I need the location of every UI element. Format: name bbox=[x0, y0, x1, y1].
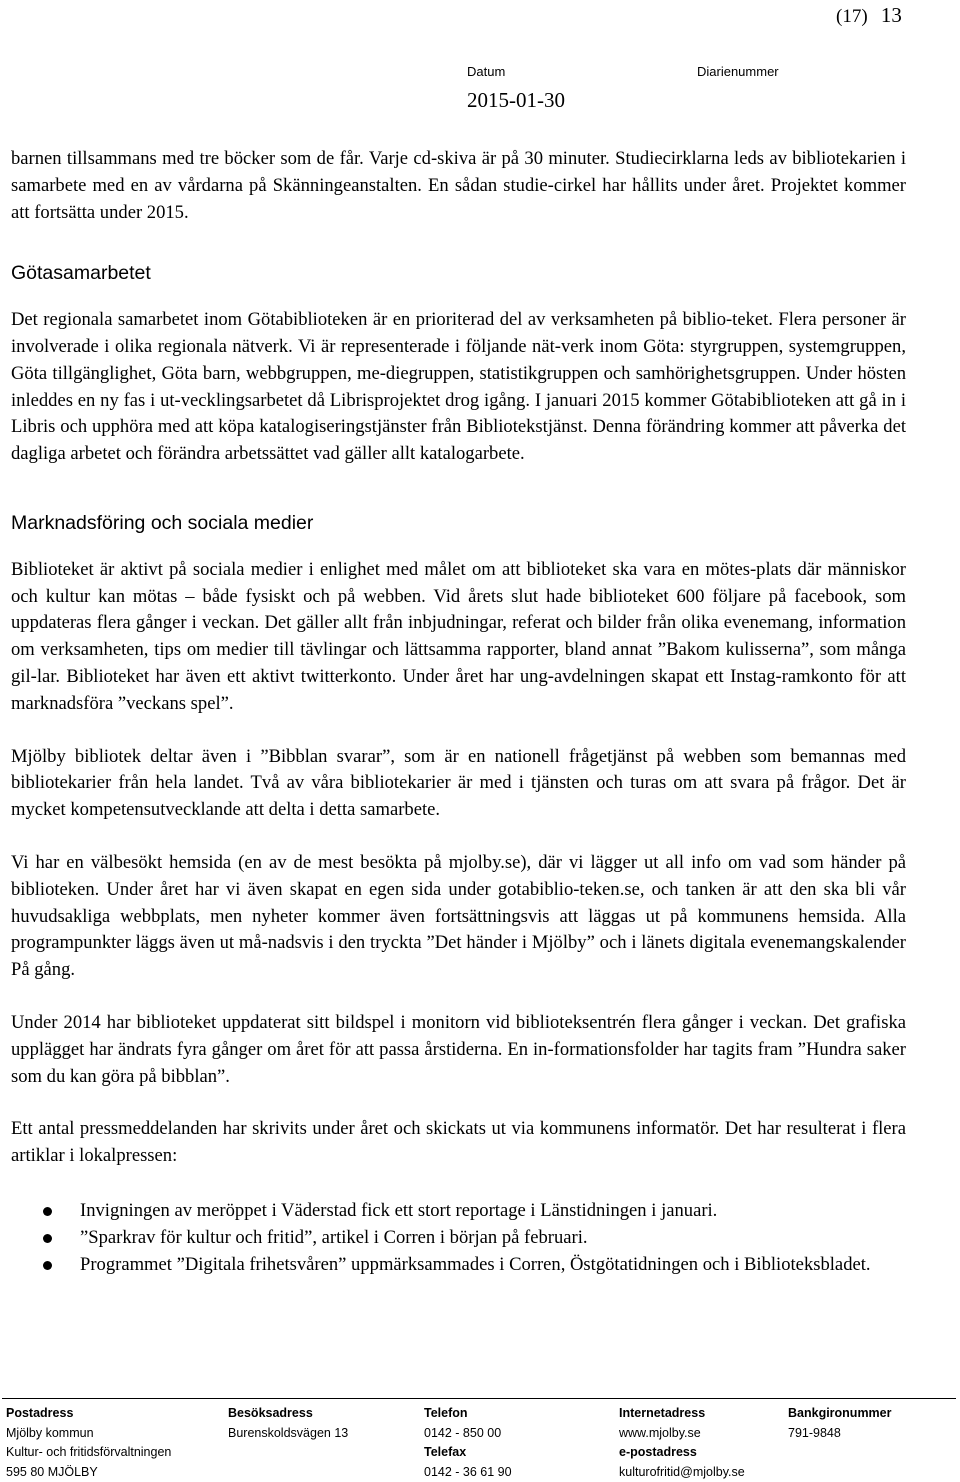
besoksadress-line1: Burenskoldsvägen 13 bbox=[228, 1424, 348, 1444]
email-label: e-postadress bbox=[619, 1443, 745, 1463]
bullet-icon bbox=[43, 1234, 52, 1243]
footer-postadress bbox=[6, 1404, 171, 1482]
list-item-text: ”Sparkrav för kultur och fritid”, artikel i Corren i början på februari. bbox=[80, 1227, 588, 1248]
footer-divider bbox=[2, 1398, 956, 1399]
telefon-label: Telefon bbox=[424, 1404, 512, 1424]
website-link[interactable]: www.mjolby.se bbox=[619, 1424, 745, 1444]
email-link[interactable]: kulturofritid@mjolby.se bbox=[619, 1463, 745, 1482]
marketing-paragraph-4: Under 2014 har biblioteket uppdaterat sitt bildspel i monitorn vid biblioteksentrén flera gånger i veckan. Det grafiska upplägget har ändrats fyra gånger om året för att passa årstiderna. En in-formationsfolder har tagits fram ”Hundra saker som du kan göra på bibblan”. bbox=[11, 1010, 906, 1090]
gotasamarbetet-paragraph: Det regionala samarbetet inom Götabiblioteken är en prioriterad del av verksamheten på biblio-teket. Flera personer är involverade i olika regionala nätverk. Vi är representerade i följande nät-verk inom Göta: styrgruppen, systemgruppen, Göta tillgänglighet, Göta barn, webbgruppen, me-diegruppen, statistikgruppen och samhörighetsgruppen. Under hösten inleddes en ny fas i ut-vecklingsarbetet då Librisprojektet drog igång. I januari 2015 kommer Götabiblioteken att gå in i Libris och upphöra med att köpa katalogiseringstjänster från Bibliotekstjänst. Denna förändring kommer att påverka det dagliga arbetet och förändra arbetssättet vad gäller allt katalogarbete. bbox=[11, 307, 906, 468]
telefax-value: 0142 - 36 61 90 bbox=[424, 1463, 512, 1482]
list-item bbox=[11, 1198, 906, 1225]
page-number bbox=[836, 3, 902, 28]
marketing-paragraph-5: Ett antal pressmeddelanden har skrivits under året och skickats ut via kommunens informatör. Det har resulterat i flera artiklar i lokalpressen: bbox=[11, 1116, 906, 1170]
list-item-text: Invigningen av meröppet i Väderstad fick ett stort reportage i Länstidningen i januari. bbox=[80, 1200, 717, 1221]
diary-number-label: Diarienummer bbox=[697, 64, 779, 79]
footer-bankgiro bbox=[788, 1404, 892, 1443]
document-date: 2015-01-30 bbox=[467, 88, 565, 113]
footer-telefon bbox=[424, 1404, 512, 1482]
list-item bbox=[11, 1225, 906, 1252]
section-heading-marknadsforing: Marknadsföring och sociala medier bbox=[11, 510, 906, 537]
intro-paragraph: barnen tillsammans med tre böcker som de får. Varje cd-skiva är på 30 minuter. Studiecirklarna leds av bibliotekarien i samarbete med en av vårdarna på Skänningeanstalten. En sådan studie-cirkel har hållits under året. Projektet kommer att fortsätta under 2015. bbox=[11, 146, 906, 226]
marketing-paragraph-3: Vi har en välbesökt hemsida (en av de mest besökta på mjolby.se), där vi lägger ut all info om vad som händer på biblioteken. Under året har vi även skapat en egen sida under gotabiblio-teken.se, och tanken är att den ska bli vår huvudsakliga webbplats, men nyheter kommer även fortsättningsvis att läggas ut på kommunens hemsida. Alla programpunkter läggs även ut må-nadsvis i den tryckta ”Det händer i Mjölby” och i länets digitala evenemangskalender På gång. bbox=[11, 850, 906, 984]
postadress-line3: 595 80 MJÖLBY bbox=[6, 1463, 171, 1482]
telefax-label: Telefax bbox=[424, 1443, 512, 1463]
page-current: 13 bbox=[881, 3, 902, 27]
bullet-icon bbox=[43, 1261, 52, 1270]
section-heading-gotasamarbetet: Götasamarbetet bbox=[11, 260, 906, 287]
press-list bbox=[11, 1198, 906, 1278]
date-label: Datum bbox=[467, 64, 505, 79]
footer-besoksadress bbox=[228, 1404, 348, 1443]
internetadress-label: Internetadress bbox=[619, 1404, 745, 1424]
page-total: (17) bbox=[836, 6, 868, 27]
footer-internet bbox=[619, 1404, 745, 1482]
postadress-line1: Mjölby kommun bbox=[6, 1424, 171, 1444]
document-body bbox=[11, 146, 906, 1278]
postadress-line2: Kultur- och fritidsförvaltningen bbox=[6, 1443, 171, 1463]
list-item bbox=[11, 1252, 906, 1279]
marketing-paragraph-1: Biblioteket är aktivt på sociala medier i enlighet med målet om att biblioteket ska vara en mötes-plats där människor och kultur kan mötas – både fysiskt och på webben. Vid årets slut hade biblioteket 600 följare på facebook, som uppdateras flera gånger i veckan. Det gäller allt från inbjudningar, referat och bilder från olika evenemang, information om verksamheten, tips om medier till tävlingar och lättsamma rapporter, bland annat ”Bakom kulisserna”, som många gil-lar. Biblioteket har även ett aktivt twitterkonto. Under året har ung-avdelningen skapat ett Instag-ramkonto för att marknadsföra ”veckans spel”. bbox=[11, 557, 906, 718]
besoksadress-label: Besöksadress bbox=[228, 1404, 348, 1424]
bankgiro-label: Bankgironummer bbox=[788, 1404, 892, 1424]
postadress-label: Postadress bbox=[6, 1404, 171, 1424]
list-item-text: Programmet ”Digitala frihetsvåren” uppmärksammades i Corren, Östgötatidningen och i Biblioteksbladet. bbox=[80, 1254, 871, 1275]
marketing-paragraph-2: Mjölby bibliotek deltar även i ”Bibblan svarar”, som är en nationell frågetjänst på webben som bemannas med bibliotekarier från hela landet. Två av våra bibliotekarier är med i tjänsten och turas om att svara på frågor. Det är mycket kompetensutvecklande att delta i detta samarbete. bbox=[11, 744, 906, 824]
telefon-value: 0142 - 850 00 bbox=[424, 1424, 512, 1444]
bullet-icon bbox=[43, 1207, 52, 1216]
bankgiro-value: 791-9848 bbox=[788, 1424, 892, 1444]
